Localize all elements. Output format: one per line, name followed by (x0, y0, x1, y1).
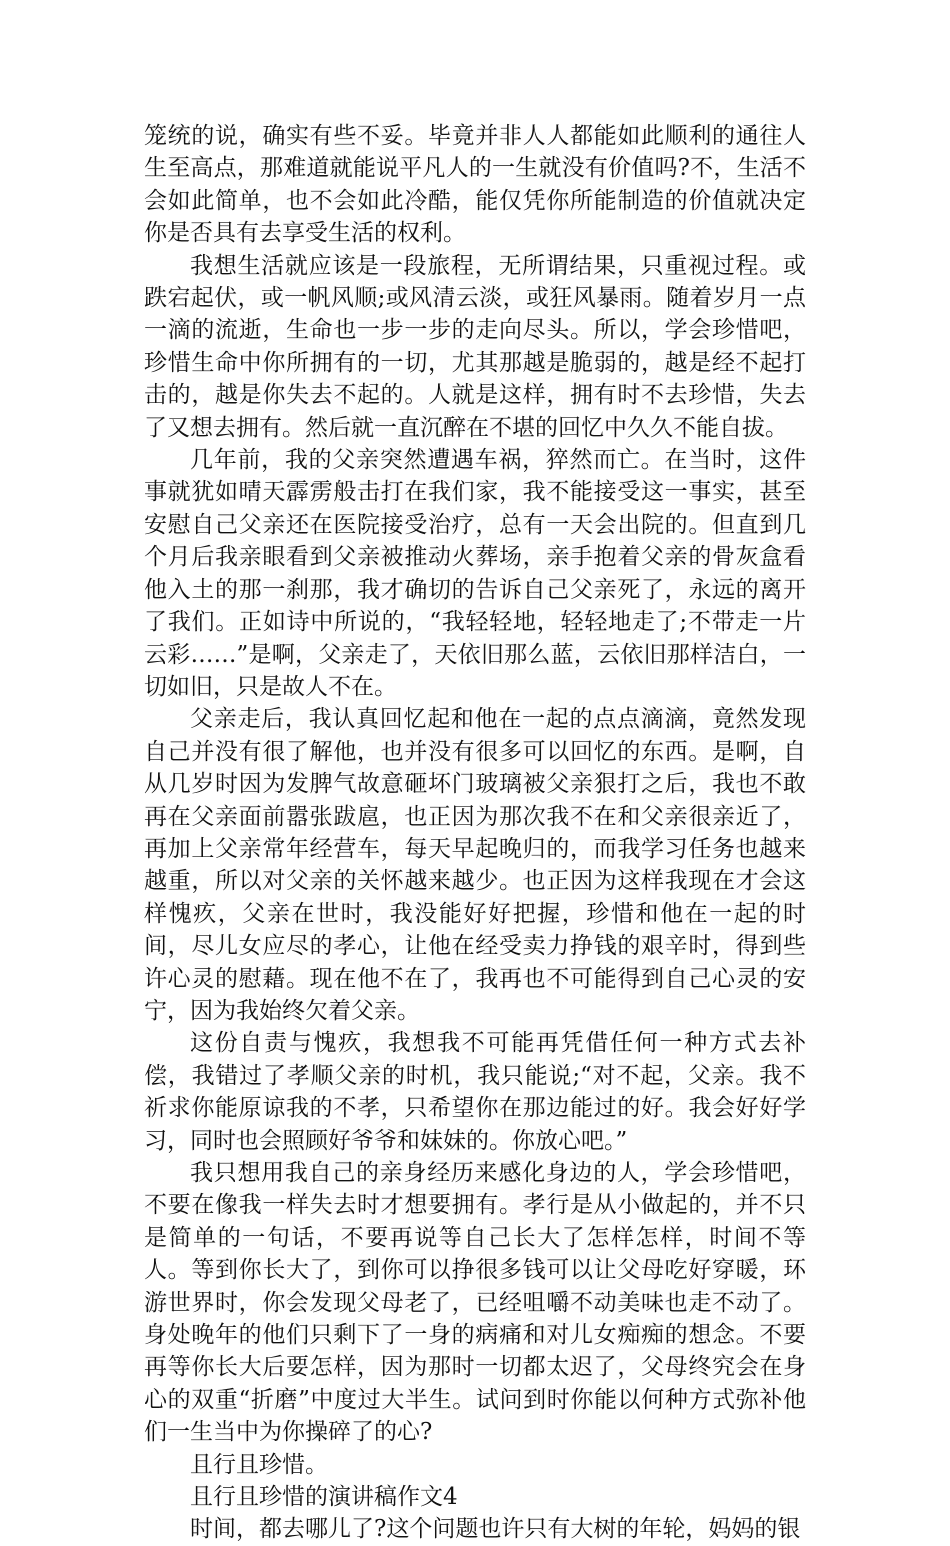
paragraph-advice: 我只想用我自己的亲身经历来感化身边的人，学会珍惜吧，不要在像我一样失去时才想要拥有。孝行是从小做起的，并不只是简单的一句话，不要再说等自己长大了怎样怎样，时间不等人。等到你长大了，到你可以挣很多钱可以让父母吃好穿暖，环游世界时，你会发现父母老了，已经咀嚼不动美味也走不动了。身处晚年的他们只剩下了一身的病痛和对儿女痴痴的想念。不要再等你长大后要怎样，因为那时一切都太迟了，父母终究会在身心的双重“折磨”中度过大半生。试问到时你能以何种方式弥补他们一生当中为你操碎了的心? (144, 1160, 806, 1446)
article-body (144, 120, 806, 1546)
paragraph-father-accident: 几年前，我的父亲突然遭遇车祸，猝然而亡。在当时，这件事就犹如晴天霹雳般击打在我们家，我不能接受这一事实，甚至安慰自己父亲还在医院接受治疗，总有一天会出院的。但直到几个月后我亲眼看到父亲被推动火葬场，亲手抱着父亲的骨灰盒看他入土的那一刹那，我才确切的告诉自己父亲死了，永远的离开了我们。正如诗中所说的，“我轻轻地，轻轻地走了;不带走一片云彩……”是啊，父亲走了，天依旧那么蓝，云依旧那样洁白，一切如旧，只是故人不在。 (144, 447, 806, 700)
paragraph-cherish: 且行且珍惜。 (190, 1451, 328, 1478)
paragraph-regret: 这份自责与愧疚，我想我不可能再凭借任何一种方式去补偿，我错过了孝顺父亲的时机，我只能说;“对不起，父亲。我不祈求你能原谅我的不孝，只希望你在那边能过的好。我会好好学习，同时也会照顾好爷爷和妹妹的。你放心吧。” (144, 1030, 806, 1154)
paragraph-memories: 父亲走后，我认真回忆起和他在一起的点点滴滴，竟然发现自己并没有很了解他，也并没有很多可以回忆的东西。是啊，自从几岁时因为发脾气故意砸坏门玻璃被父亲狠打之后，我也不敢再在父亲面前嚣张跋扈，也正因为那次我不在和父亲很亲近了，再加上父亲常年经营车，每天早起晚归的，而我学习任务也越来越重，所以对父亲的关怀越来越少。也正因为这样我现在才会这样愧疚，父亲在世时，我没能好好把握，珍惜和他在一起的时间，尽儿女应尽的孝心，让他在经受卖力挣钱的艰辛时，得到些许心灵的慰藉。现在他不在了，我再也不可能得到自己心灵的安宁，因为我始终欠着父亲。 (144, 706, 806, 1024)
section-heading: 且行且珍惜的演讲稿作文4 (190, 1484, 458, 1511)
paragraph-life-journey: 我想生活就应该是一段旅程，无所谓结果，只重视过程。或跌宕起伏，或一帆风顺;或风清云淡，或狂风暴雨。随着岁月一点一滴的流逝，生命也一步一步的走向尽头。所以，学会珍惜吧，珍惜生命中你所拥有的一切，尤其那越是脆弱的，越是经不起打击的，越是你失去不起的。人就是这样，拥有时不去珍惜，失去了又想去拥有。然后就一直沉醉在不堪的回忆中久久不能自拔。 (144, 252, 806, 441)
paragraph-time: 时间，都去哪儿了?这个问题也许只有大树的年轮，妈妈的银 (190, 1516, 801, 1543)
paragraph-opening: 笼统的说，确实有些不妥。毕竟并非人人都能如此顺利的通往人生至高点，那难道就能说平凡人的一生就没有价值吗?不，生活不会如此简单，也不会如此冷酷，能仅凭你所能制造的价值就决定你是否具有去享受生活的权利。 (144, 123, 806, 247)
